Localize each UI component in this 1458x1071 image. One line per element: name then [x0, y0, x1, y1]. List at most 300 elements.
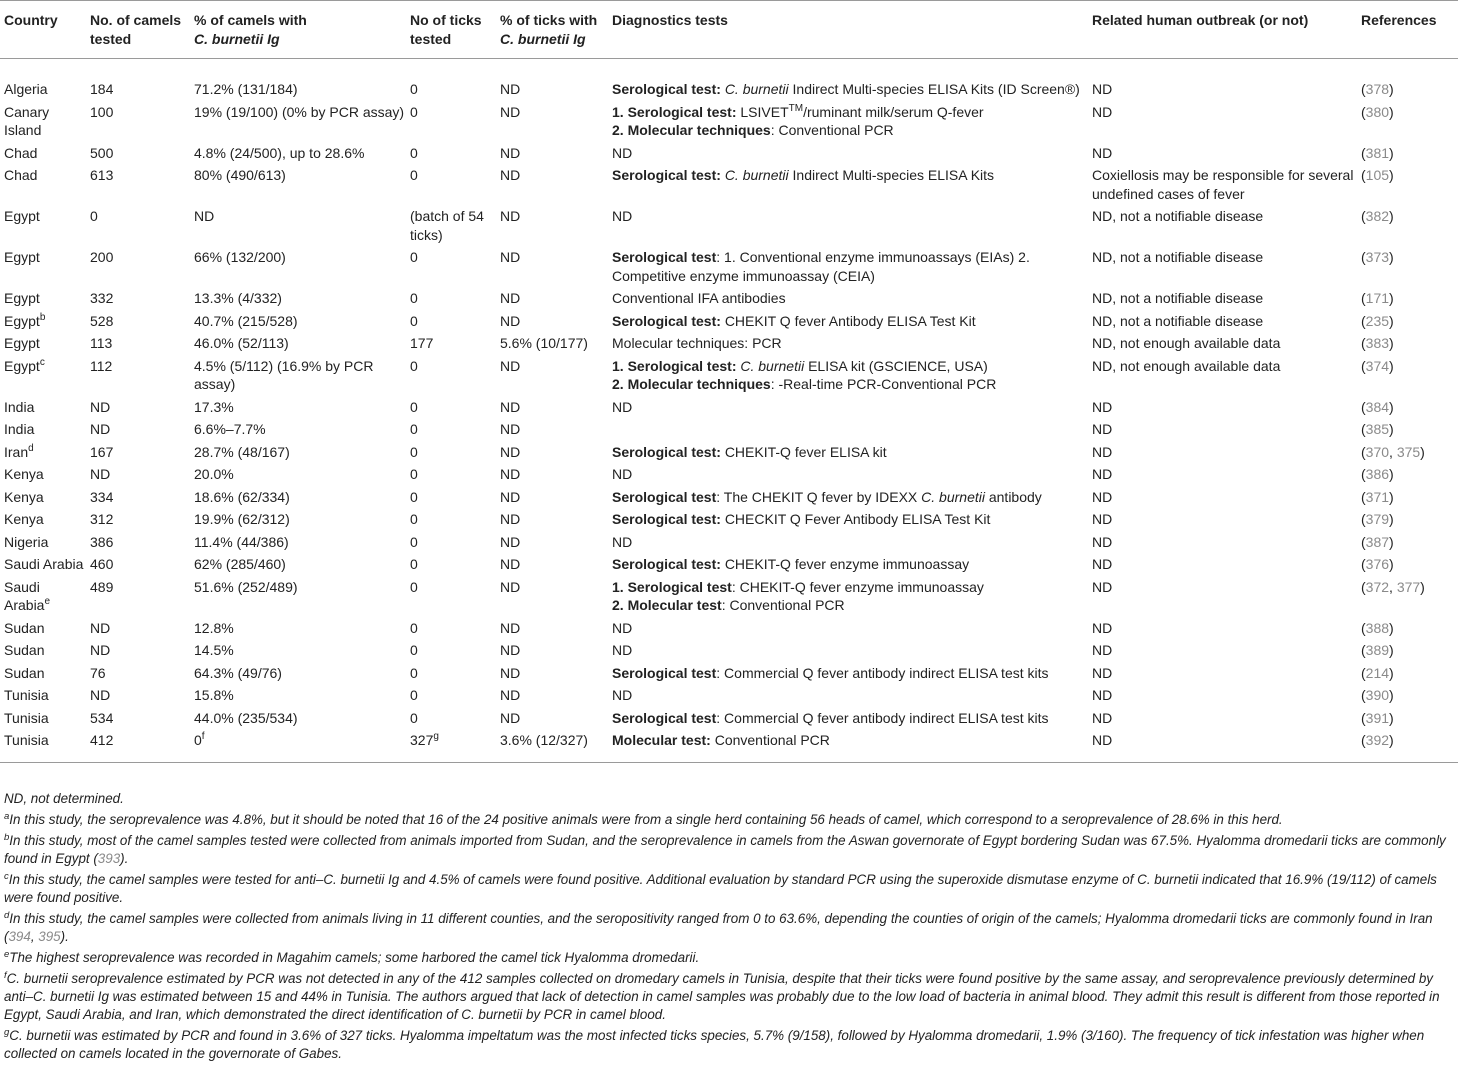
reference-link[interactable]: 371: [1365, 488, 1390, 505]
country-name: Saudi Arabia: [4, 578, 45, 613]
cell-country: [0, 353, 86, 394]
diag-label: 1. Serological test:: [612, 357, 737, 374]
cell-outbreak: [1088, 308, 1357, 331]
cell-pct-ticks: [496, 244, 608, 285]
cell-outbreak: [1088, 285, 1357, 308]
ticks-tested-value: 0: [410, 357, 418, 374]
footnote-marker: e: [44, 596, 51, 607]
cell-camels-tested: [86, 244, 190, 285]
diag-text: ND: [612, 619, 633, 636]
cell-ticks-tested: [406, 203, 496, 244]
cell-camels-tested: [86, 203, 190, 244]
footnote-ref-link[interactable]: 394: [8, 929, 31, 944]
cell-ticks-tested: [406, 244, 496, 285]
reference-link[interactable]: 372: [1365, 578, 1390, 595]
cell-pct-ticks: [496, 705, 608, 728]
footnote-e: $^e$The highest seroprevalence was recorded in Magahim camels; some harbored the camel tick Hyalomma dromedarii.: [4, 949, 700, 965]
pct-ticks-value: ND: [500, 421, 521, 437]
table-row: [0, 660, 1458, 683]
reference-link[interactable]: 374: [1365, 357, 1390, 374]
reference-link[interactable]: 389: [1365, 642, 1390, 658]
table-body: [0, 59, 1458, 763]
cell-outbreak: [1088, 682, 1357, 705]
footnote-marker: g: [433, 731, 439, 742]
reference-link[interactable]: 105: [1365, 167, 1390, 183]
cell-ticks-tested: [406, 353, 496, 394]
cell-ticks-tested: [406, 308, 496, 331]
cell-pct-ticks: [496, 484, 608, 507]
cell-diagnostics: [608, 727, 1088, 762]
outbreak-value: ND: [1092, 664, 1113, 681]
cell-pct-ticks: [496, 99, 608, 140]
footnote-f: $^f$C. burnetii seroprevalence estimated by PCR was not detected in any of the 412 samples collected on dromedary camels in Tunisia, despite that their ticks were found positive by the same assay, and seroprevalence previously determined by anti–C. burnetii Ig was estimated between 15 and 44% in Tunisia. The authors argued that lack of detection in camel samples was probably due to the low load of bacteria in animal blood. They admit this result is different from those reported in Egypt, Saudi Arabia, and Iran, which demonstrated the direct identification of C. burnetii by PCR in camel blood.: [4, 970, 1440, 1022]
pct-camels-value: 11.4% (44/386): [194, 533, 289, 550]
diag-label: Serological test: [612, 709, 717, 726]
pct-ticks-value: ND: [500, 103, 521, 120]
footnotes: [4, 790, 1456, 1066]
diag-text: ND: [612, 687, 633, 703]
cell-references: (387): [1361, 533, 1394, 550]
camels-tested-value: ND: [90, 466, 111, 482]
cell-country: [0, 308, 86, 331]
cell-camels-tested: [86, 461, 190, 484]
reference-link[interactable]: 385: [1365, 421, 1390, 437]
camels-tested-value: ND: [90, 421, 111, 437]
diag-text: : Commercial Q fever antibody indirect ELISA test kits: [716, 709, 1049, 726]
cell-references: (391): [1361, 709, 1394, 726]
diag-label: 2. Molecular test: [612, 597, 722, 613]
outbreak-value: ND: [1092, 732, 1113, 748]
outbreak-value: ND: [1092, 443, 1113, 460]
camels-tested-value: 386: [90, 533, 114, 550]
camels-tested-value: 334: [90, 488, 114, 505]
cell-ticks-tested: [406, 439, 496, 462]
cell-references: (381): [1361, 144, 1394, 161]
diag-text: ND: [612, 144, 633, 161]
table-row: [0, 682, 1458, 705]
cell-pct-camels: [190, 529, 406, 552]
ticks-tested-value: 0: [410, 709, 418, 726]
cell-pct-camels: [190, 416, 406, 439]
diag-text: Conventional IFA antibodies: [612, 290, 786, 306]
cell-camels-tested: [86, 353, 190, 394]
cell-pct-camels: [190, 682, 406, 705]
diag-text: Molecular techniques: PCR: [612, 335, 782, 351]
cell-pct-ticks: [496, 353, 608, 394]
pct-ticks-value: ND: [500, 709, 521, 726]
country-name: India: [4, 398, 35, 415]
col-header-ticks-tested: No of ticks tested: [406, 1, 496, 59]
cell-camels-tested: [86, 99, 190, 140]
diag-text: ND: [612, 398, 633, 415]
reference-link[interactable]: 370: [1365, 443, 1390, 460]
cell-camels-tested: [86, 140, 190, 163]
cell-country: [0, 285, 86, 308]
cell-diagnostics: [608, 162, 1088, 203]
reference-link[interactable]: 381: [1365, 144, 1390, 161]
ticks-tested-value: 0: [410, 443, 418, 460]
cell-references: (214): [1361, 664, 1394, 681]
reference-link[interactable]: 383: [1365, 335, 1390, 351]
cell-outbreak: [1088, 162, 1357, 203]
table-row: [0, 615, 1458, 638]
cell-outbreak: [1088, 727, 1357, 762]
pct-camels-value: 13.3% (4/332): [194, 290, 282, 306]
country-name: Kenya: [4, 511, 44, 527]
camels-tested-value: 0: [90, 208, 98, 224]
footnote-marker: f: [201, 731, 205, 742]
pct-camels-value: 14.5%: [194, 642, 234, 658]
ticks-tested-value: 0: [410, 144, 418, 161]
reference-link[interactable]: 378: [1365, 81, 1390, 97]
outbreak-value: ND: [1092, 709, 1113, 726]
cell-ticks-tested: [406, 416, 496, 439]
cell-outbreak: [1088, 353, 1357, 394]
pct-ticks-value: ND: [500, 398, 521, 415]
cell-country: [0, 162, 86, 203]
outbreak-value: ND: [1092, 642, 1113, 658]
cell-outbreak: [1088, 439, 1357, 462]
cell-diagnostics: [608, 330, 1088, 353]
pct-ticks-value: ND: [500, 687, 521, 703]
country-name: Egypt: [4, 312, 40, 329]
diag-text: ND: [612, 466, 633, 482]
cell-references: (378): [1361, 81, 1394, 97]
reference-link[interactable]: 387: [1365, 533, 1390, 550]
table-row: [0, 308, 1458, 331]
outbreak-value: ND: [1092, 556, 1113, 572]
cell-pct-camels: [190, 506, 406, 529]
camels-tested-value: 167: [90, 443, 114, 460]
camels-tested-value: ND: [90, 642, 111, 658]
table-row: [0, 162, 1458, 203]
cell-camels-tested: [86, 615, 190, 638]
cell-references: (388): [1361, 619, 1394, 636]
cell-country: [0, 244, 86, 285]
cell-outbreak: [1088, 529, 1357, 552]
ticks-tested-value: 0: [410, 488, 418, 505]
outbreak-value: ND, not enough available data: [1092, 335, 1281, 351]
outbreak-value: ND, not a notifiable disease: [1092, 208, 1264, 224]
country-name: Iran: [4, 443, 29, 460]
cell-diagnostics: [608, 484, 1088, 507]
footnote-d: $^d$In this study, the camel samples were collected from animals living in 11 different counties, and the seropositivity ranged from 0 to 63.6%, depending the counties of origin of the camels; Hyalomma dromedarii ticks are commonly found in Iran (394, 395).: [4, 910, 1433, 944]
cell-diagnostics: [608, 285, 1088, 308]
diag-text: Indirect Multi-species ELISA Kits (ID Screen®): [792, 81, 1080, 97]
pct-camels-value: ND: [194, 208, 215, 224]
table-row: [0, 59, 1458, 99]
cell-camels-tested: [86, 529, 190, 552]
cell-diagnostics: [608, 59, 1088, 99]
cell-diagnostics: [608, 461, 1088, 484]
cell-pct-ticks: [496, 682, 608, 705]
col-header-pct-camels: % of camels with C. burnetii Ig: [190, 1, 406, 59]
table-row: [0, 461, 1458, 484]
cell-country: [0, 140, 86, 163]
pct-camels-value: 6.6%–7.7%: [194, 421, 266, 437]
ticks-tested-value: 0: [410, 290, 418, 306]
cell-references: (380): [1361, 103, 1394, 120]
cell-camels-tested: [86, 330, 190, 353]
cell-country: [0, 439, 86, 462]
cell-pct-ticks: [496, 660, 608, 683]
camels-tested-value: 184: [90, 81, 114, 97]
cell-outbreak: [1088, 551, 1357, 574]
cell-outbreak: [1088, 660, 1357, 683]
pct-ticks-value: ND: [500, 81, 521, 97]
cell-ticks-tested: [406, 574, 496, 615]
diag-label: Serological test:: [612, 312, 721, 329]
reference-link[interactable]: 392: [1365, 732, 1390, 748]
cell-country: [0, 330, 86, 353]
ticks-tested-value: 0: [410, 103, 418, 120]
pct-ticks-value: ND: [500, 312, 521, 329]
header-row: [0, 1, 1458, 59]
country-name: Egypt: [4, 335, 40, 351]
pct-camels-value: 0: [194, 732, 202, 748]
pct-camels-value: 15.8%: [194, 687, 234, 703]
cell-references: (383): [1361, 335, 1394, 351]
cell-ticks-tested: [406, 615, 496, 638]
pct-camels-value: 71.2% (131/184): [194, 81, 298, 97]
cell-ticks-tested: [406, 705, 496, 728]
diag-text: : Commercial Q fever antibody indirect ELISA test kits: [716, 664, 1049, 681]
pct-ticks-value: ND: [500, 619, 521, 636]
cell-ticks-tested: [406, 551, 496, 574]
outbreak-value: ND: [1092, 511, 1113, 527]
cell-pct-camels: [190, 285, 406, 308]
reference-link[interactable]: 376: [1365, 556, 1390, 572]
cell-pct-ticks: [496, 308, 608, 331]
pct-camels-value: 51.6% (252/489): [194, 578, 298, 595]
table-row: [0, 416, 1458, 439]
country-name: Tunisia: [4, 687, 49, 703]
cell-pct-camels: [190, 394, 406, 417]
cell-ticks-tested: [406, 330, 496, 353]
cell-pct-ticks: [496, 394, 608, 417]
country-name: Canary Island: [4, 103, 50, 138]
country-name: Egypt: [4, 290, 40, 306]
pct-camels-value: 44.0% (235/534): [194, 709, 298, 726]
cell-pct-camels: [190, 461, 406, 484]
ticks-tested-value: 0: [410, 249, 418, 265]
diag-text: ND: [612, 208, 633, 224]
cell-pct-ticks: [496, 140, 608, 163]
pct-camels-value: 4.8% (24/500), up to 28.6%: [194, 144, 365, 161]
reference-link[interactable]: 388: [1365, 619, 1390, 636]
diag-text: antibody: [988, 488, 1042, 505]
cell-pct-ticks: [496, 461, 608, 484]
footnote-a: $^a$In this study, the seroprevalence was 4.8%, but it should be noted that 16 of the 24 positive animals were from a single herd containing 56 heads of camel, which correspond to a seroprevalence of 28.6% in this herd.: [4, 811, 1283, 827]
table-row: [0, 506, 1458, 529]
camels-tested-value: 489: [90, 578, 114, 595]
cell-diagnostics: [608, 140, 1088, 163]
camels-tested-value: 613: [90, 167, 114, 183]
camels-tested-value: 412: [90, 732, 114, 748]
cell-pct-ticks: [496, 637, 608, 660]
country-name: Tunisia: [4, 732, 49, 748]
cell-pct-camels: [190, 330, 406, 353]
cell-references: (371): [1361, 488, 1394, 505]
organism-name: C. burnetii: [724, 167, 789, 183]
table-row: [0, 285, 1458, 308]
country-name: Sudan: [4, 642, 45, 658]
organism-name: C. burnetii: [740, 357, 805, 374]
cell-camels-tested: [86, 705, 190, 728]
cell-camels-tested: [86, 682, 190, 705]
cell-references: (235): [1361, 312, 1394, 329]
cell-diagnostics: [608, 439, 1088, 462]
cell-references: (386): [1361, 466, 1394, 482]
cell-references: (379): [1361, 511, 1394, 527]
reference-link[interactable]: 377: [1396, 578, 1421, 595]
cell-pct-ticks: [496, 285, 608, 308]
pct-ticks-value: ND: [500, 466, 521, 482]
country-name: Sudan: [4, 664, 45, 681]
diag-text: : Conventional PCR: [721, 597, 845, 613]
cell-camels-tested: [86, 162, 190, 203]
organism-name: C. burnetii: [724, 81, 789, 97]
table-row: [0, 330, 1458, 353]
ticks-tested-value: 0: [410, 398, 418, 415]
pct-ticks-value: ND: [500, 511, 521, 527]
cell-pct-camels: [190, 353, 406, 394]
cell-camels-tested: [86, 59, 190, 99]
cell-pct-ticks: [496, 416, 608, 439]
cell-pct-camels: [190, 551, 406, 574]
cell-country: [0, 461, 86, 484]
cell-ticks-tested: [406, 506, 496, 529]
reference-link[interactable]: 235: [1365, 312, 1390, 329]
pct-ticks-value: ND: [500, 443, 521, 460]
cell-diagnostics: [608, 308, 1088, 331]
cell-camels-tested: [86, 506, 190, 529]
cell-references: (372, 377): [1361, 578, 1425, 595]
pct-ticks-value: 3.6% (12/327): [500, 732, 588, 748]
country-name: Kenya: [4, 466, 44, 482]
reference-link[interactable]: 382: [1365, 208, 1390, 224]
reference-link[interactable]: 379: [1365, 511, 1390, 527]
reference-link[interactable]: 171: [1365, 290, 1390, 306]
cell-diagnostics: [608, 529, 1088, 552]
pct-camels-value: 46.0% (52/113): [194, 335, 289, 351]
cell-country: [0, 574, 86, 615]
reference-link[interactable]: 373: [1365, 249, 1390, 265]
cell-pct-ticks: [496, 727, 608, 762]
pct-camels-value: 64.3% (49/76): [194, 664, 282, 681]
cell-camels-tested: [86, 394, 190, 417]
cell-pct-ticks: [496, 551, 608, 574]
cell-diagnostics: [608, 551, 1088, 574]
diag-text: CHEKIT-Q fever enzyme immunoassay: [724, 556, 970, 572]
pct-camels-value: 17.3%: [194, 398, 234, 415]
cell-pct-ticks: [496, 529, 608, 552]
cell-references: (384): [1361, 398, 1394, 415]
diag-text: /ruminant milk/serum Q-fever: [803, 103, 984, 120]
pct-ticks-value: ND: [500, 208, 521, 224]
reference-link[interactable]: 214: [1365, 664, 1390, 681]
outbreak-value: ND, not enough available data: [1092, 357, 1281, 374]
cell-ticks-tested: [406, 140, 496, 163]
cell-ticks-tested: [406, 59, 496, 99]
reference-link[interactable]: 391: [1365, 709, 1390, 726]
cell-diagnostics: [608, 416, 1088, 439]
outbreak-value: ND, not a notifiable disease: [1092, 312, 1264, 329]
ticks-tested-value: 177: [410, 335, 434, 351]
cell-ticks-tested: [406, 682, 496, 705]
pct-ticks-value: ND: [500, 578, 521, 595]
table-row: [0, 574, 1458, 615]
ticks-tested-value: 0: [410, 312, 418, 329]
country-name: Chad: [4, 144, 38, 161]
ticks-tested-value: 0: [410, 167, 418, 183]
camels-tested-value: 100: [90, 103, 114, 120]
cell-references: (392): [1357, 727, 1458, 762]
diag-label: Serological test:: [612, 511, 721, 527]
pct-camels-value: 40.7% (215/528): [194, 312, 298, 329]
diag-text: LSIVET: [740, 103, 789, 120]
ticks-tested-value: 0: [410, 578, 418, 595]
country-name: Tunisia: [4, 709, 49, 726]
cell-references: (105): [1361, 167, 1394, 183]
cell-country: [0, 615, 86, 638]
footnote-ref-link[interactable]: 395: [38, 929, 61, 944]
diag-label: Serological test:: [612, 556, 721, 572]
table-row: [0, 727, 1458, 762]
reference-link[interactable]: 375: [1396, 443, 1421, 460]
cell-pct-camels: [190, 727, 406, 762]
cell-diagnostics: [608, 615, 1088, 638]
reference-link[interactable]: 390: [1365, 687, 1390, 703]
diag-label: Serological test:: [612, 443, 721, 460]
cell-country: [0, 394, 86, 417]
camels-tested-value: ND: [90, 687, 111, 703]
cell-country: [0, 551, 86, 574]
pct-ticks-value: ND: [500, 642, 521, 658]
footnote-ref-link[interactable]: 393: [97, 851, 121, 866]
footnote-marker: c: [39, 356, 45, 368]
col-header-camels-tested: No. of camels tested: [86, 1, 190, 59]
reference-link[interactable]: 386: [1365, 466, 1390, 482]
cell-pct-camels: [190, 59, 406, 99]
pct-ticks-value: ND: [500, 556, 521, 572]
table-row: [0, 203, 1458, 244]
diag-label: 2. Molecular techniques: [612, 376, 771, 392]
camels-tested-value: 500: [90, 144, 114, 161]
cell-outbreak: [1088, 244, 1357, 285]
pct-camels-value: 20.0%: [194, 466, 234, 482]
table-row: [0, 551, 1458, 574]
cell-outbreak: [1088, 330, 1357, 353]
cell-references: (390): [1361, 687, 1394, 703]
cell-country: [0, 506, 86, 529]
diag-label: 1. Serological test:: [612, 103, 737, 120]
table-row: [0, 353, 1458, 394]
col-header-diagnostics: Diagnostics tests: [608, 1, 1088, 59]
diag-text: : The CHEKIT Q fever by IDEXX: [716, 488, 918, 505]
reference-link[interactable]: 380: [1365, 103, 1390, 120]
cell-pct-camels: [190, 574, 406, 615]
cell-ticks-tested: [406, 637, 496, 660]
cell-outbreak: [1088, 461, 1357, 484]
cell-country: [0, 660, 86, 683]
cell-ticks-tested: [406, 484, 496, 507]
cell-country: [0, 705, 86, 728]
country-name: Kenya: [4, 488, 44, 505]
diag-text: : CHEKIT-Q fever enzyme immunoassay: [731, 578, 984, 595]
reference-link[interactable]: 384: [1365, 398, 1390, 415]
cell-references: (385): [1361, 421, 1394, 437]
